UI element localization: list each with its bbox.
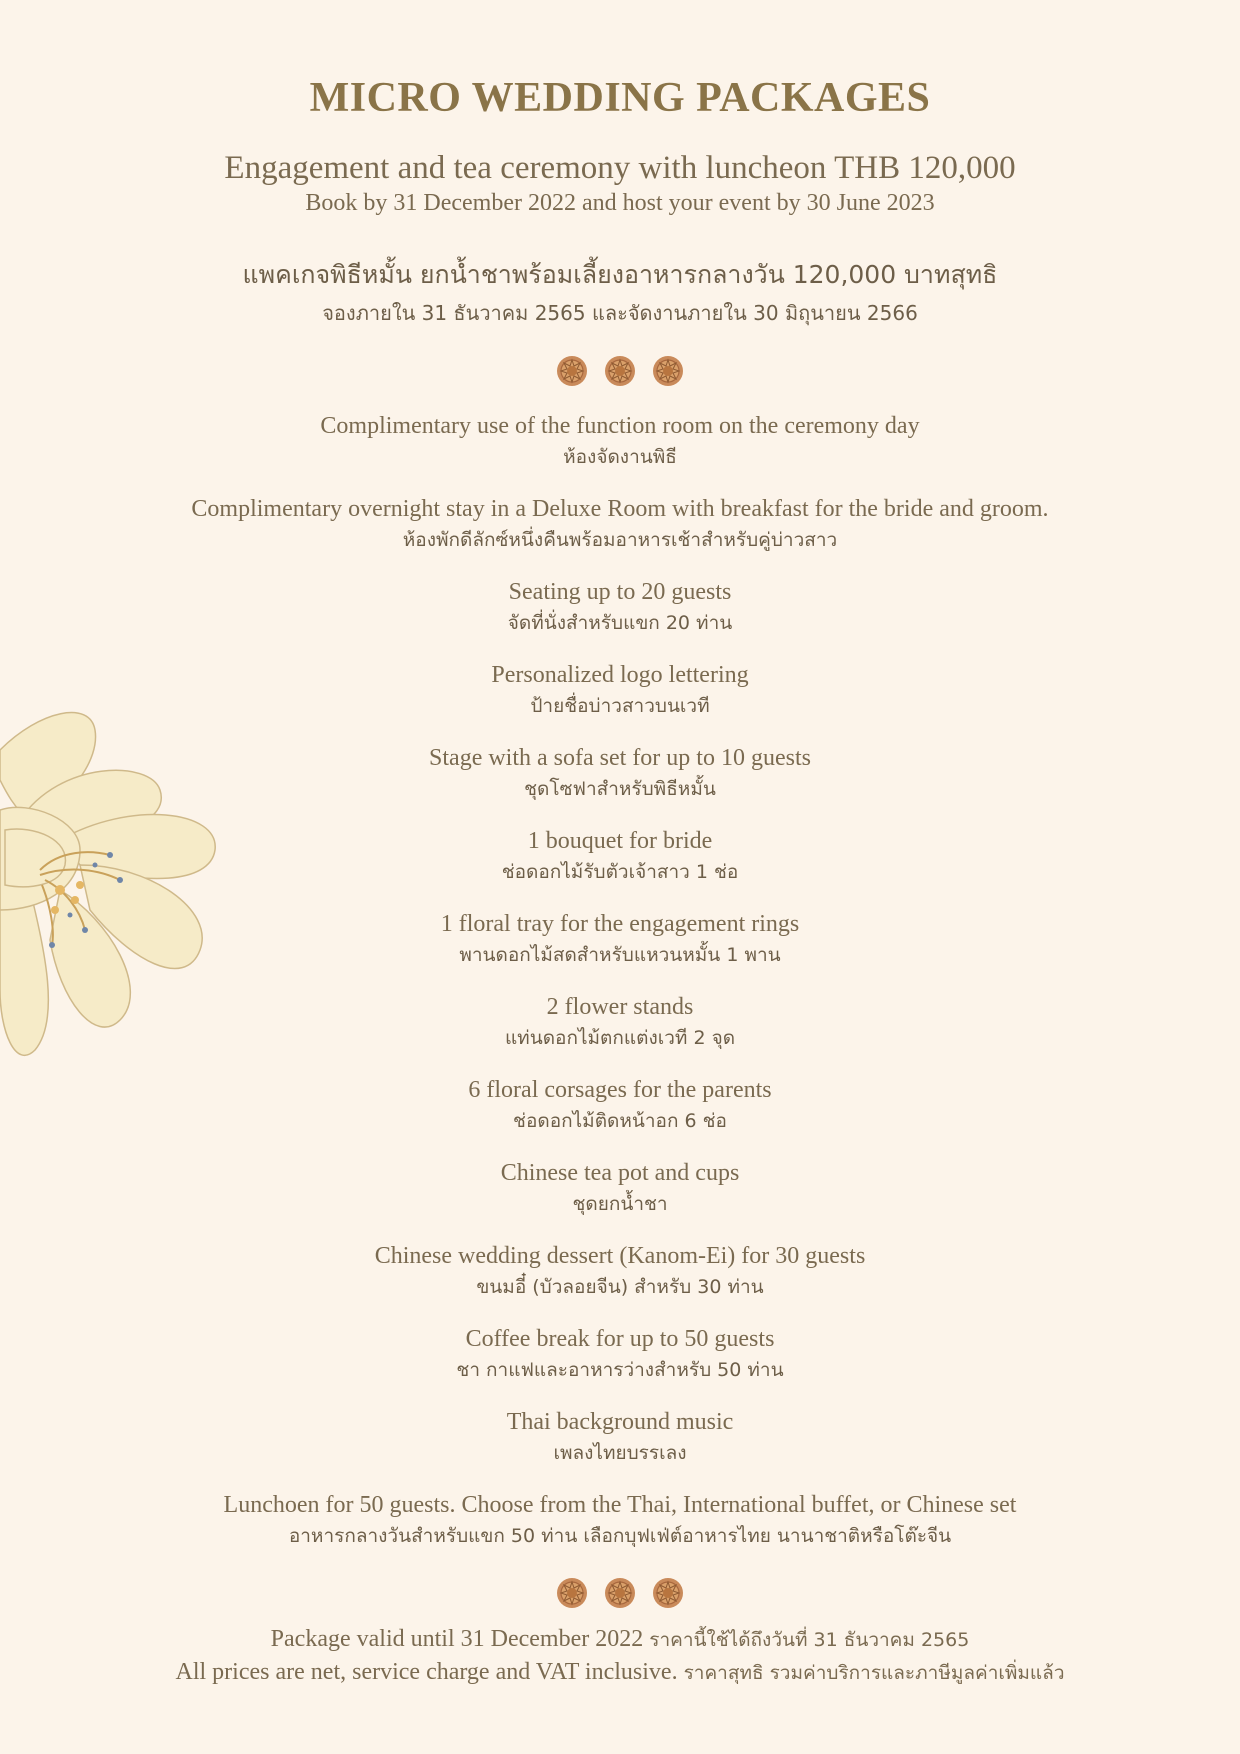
item-th: แท่นดอกไม้ตกแต่งเวที 2 จุด bbox=[504, 1027, 736, 1049]
list-item bbox=[0, 1074, 1240, 1157]
page-title: MICRO WEDDING PACKAGES bbox=[309, 75, 931, 121]
item-en: 2 flower stands bbox=[546, 994, 694, 1020]
booking-terms-en: Book by 31 December 2022 and host your event by 30 June 2023 bbox=[305, 190, 935, 216]
item-en: Complimentary overnight stay in a Deluxe Room with breakfast for the bride and groom. bbox=[191, 496, 1049, 522]
item-en: 6 floral corsages for the parents bbox=[468, 1077, 772, 1103]
item-th: เพลงไทยบรรเลง bbox=[553, 1442, 687, 1464]
item-th: ชุดยกน้ำชา bbox=[572, 1193, 668, 1215]
item-en: Thai background music bbox=[506, 1409, 734, 1435]
validity-note bbox=[0, 1625, 1240, 1655]
item-en: Lunchoen for 50 guests. Choose from the Thai, International buffet, or Chinese set bbox=[223, 1492, 1017, 1518]
list-item bbox=[0, 493, 1240, 576]
list-item bbox=[0, 908, 1240, 991]
item-th: ช่อดอกไม้ติดหน้าอก 6 ช่อ bbox=[513, 1110, 727, 1132]
list-item bbox=[0, 1240, 1240, 1323]
item-en: Seating up to 20 guests bbox=[508, 579, 732, 605]
item-en: 1 floral tray for the engagement rings bbox=[440, 911, 800, 937]
item-th: ขนมอี๋ (บัวลอยจีน) สำหรับ 30 ท่าน bbox=[476, 1276, 764, 1298]
divider-bottom bbox=[0, 1576, 1240, 1612]
item-en: Coffee break for up to 50 guests bbox=[465, 1326, 775, 1352]
item-th: ห้องจัดงานพิธี bbox=[563, 446, 677, 468]
item-en: Chinese tea pot and cups bbox=[500, 1160, 740, 1186]
list-item bbox=[0, 1406, 1240, 1489]
item-th: ชา กาแฟและอาหารว่างสำหรับ 50 ท่าน bbox=[456, 1359, 784, 1381]
item-th: ป้ายชื่อบ่าวสาวบนเวที bbox=[530, 695, 710, 717]
item-th: ชุดโซฟาสำหรับพิธีหมั้น bbox=[524, 778, 716, 800]
item-en: Stage with a sofa set for up to 10 guests bbox=[429, 745, 811, 771]
list-item bbox=[0, 576, 1240, 659]
inclusions-list bbox=[0, 410, 1240, 1572]
pricing-note bbox=[0, 1658, 1240, 1688]
floral-medallion-icon bbox=[651, 1576, 685, 1610]
divider-top bbox=[0, 354, 1240, 390]
item-en: Chinese wedding dessert (Kanom-Ei) for 30 guests bbox=[374, 1243, 866, 1269]
item-th: อาหารกลางวันสำหรับแขก 50 ท่าน เลือกบุฟเฟ่ต์อาหารไทย นานาชาติหรือโต๊ะจีน bbox=[288, 1525, 952, 1547]
item-en: Complimentary use of the function room on the ceremony day bbox=[320, 413, 920, 439]
floral-medallion-icon bbox=[603, 354, 637, 388]
booking-terms-th: จองภายใน 31 ธันวาคม 2565 และจัดงานภายใน 30 มิถุนายน 2566 bbox=[322, 301, 918, 325]
package-name-th: แพคเกจพิธีหมั้น ยกน้ำชาพร้อมเลี้ยงอาหารกลางวัน 120,000 บาทสุทธิ bbox=[242, 260, 998, 289]
list-item bbox=[0, 825, 1240, 908]
validity-en: Package valid until 31 December 2022 bbox=[270, 1626, 644, 1652]
item-th: พานดอกไม้สดสำหรับแหวนหมั้น 1 พาน bbox=[459, 944, 781, 966]
item-th: ช่อดอกไม้รับตัวเจ้าสาว 1 ช่อ bbox=[501, 861, 739, 883]
list-item bbox=[0, 659, 1240, 742]
pricing-en: All prices are net, service charge and VAT inclusive. bbox=[175, 1659, 678, 1685]
floral-medallion-icon bbox=[555, 1576, 589, 1610]
floral-medallion-icon bbox=[603, 1576, 637, 1610]
list-item bbox=[0, 742, 1240, 825]
list-item bbox=[0, 1157, 1240, 1240]
list-item bbox=[0, 1323, 1240, 1406]
list-item bbox=[0, 1489, 1240, 1572]
list-item bbox=[0, 991, 1240, 1074]
item-en: 1 bouquet for bride bbox=[527, 828, 713, 854]
item-th: ห้องพักดีลักซ์หนึ่งคืนพร้อมอาหารเช้าสำหรับคู่บ่าวสาว bbox=[402, 529, 838, 551]
list-item bbox=[0, 410, 1240, 493]
pricing-th: ราคาสุทธิ รวมค่าบริการและภาษีมูลค่าเพิ่มแล้ว bbox=[683, 1662, 1065, 1684]
package-name-en: Engagement and tea ceremony with luncheon THB 120,000 bbox=[224, 150, 1016, 186]
floral-medallion-icon bbox=[651, 354, 685, 388]
validity-th: ราคานี้ใช้ได้ถึงวันที่ 31 ธันวาคม 2565 bbox=[649, 1629, 970, 1651]
floral-medallion-icon bbox=[555, 354, 589, 388]
item-th: จัดที่นั่งสำหรับแขก 20 ท่าน bbox=[507, 612, 733, 634]
item-en: Personalized logo lettering bbox=[491, 662, 749, 688]
